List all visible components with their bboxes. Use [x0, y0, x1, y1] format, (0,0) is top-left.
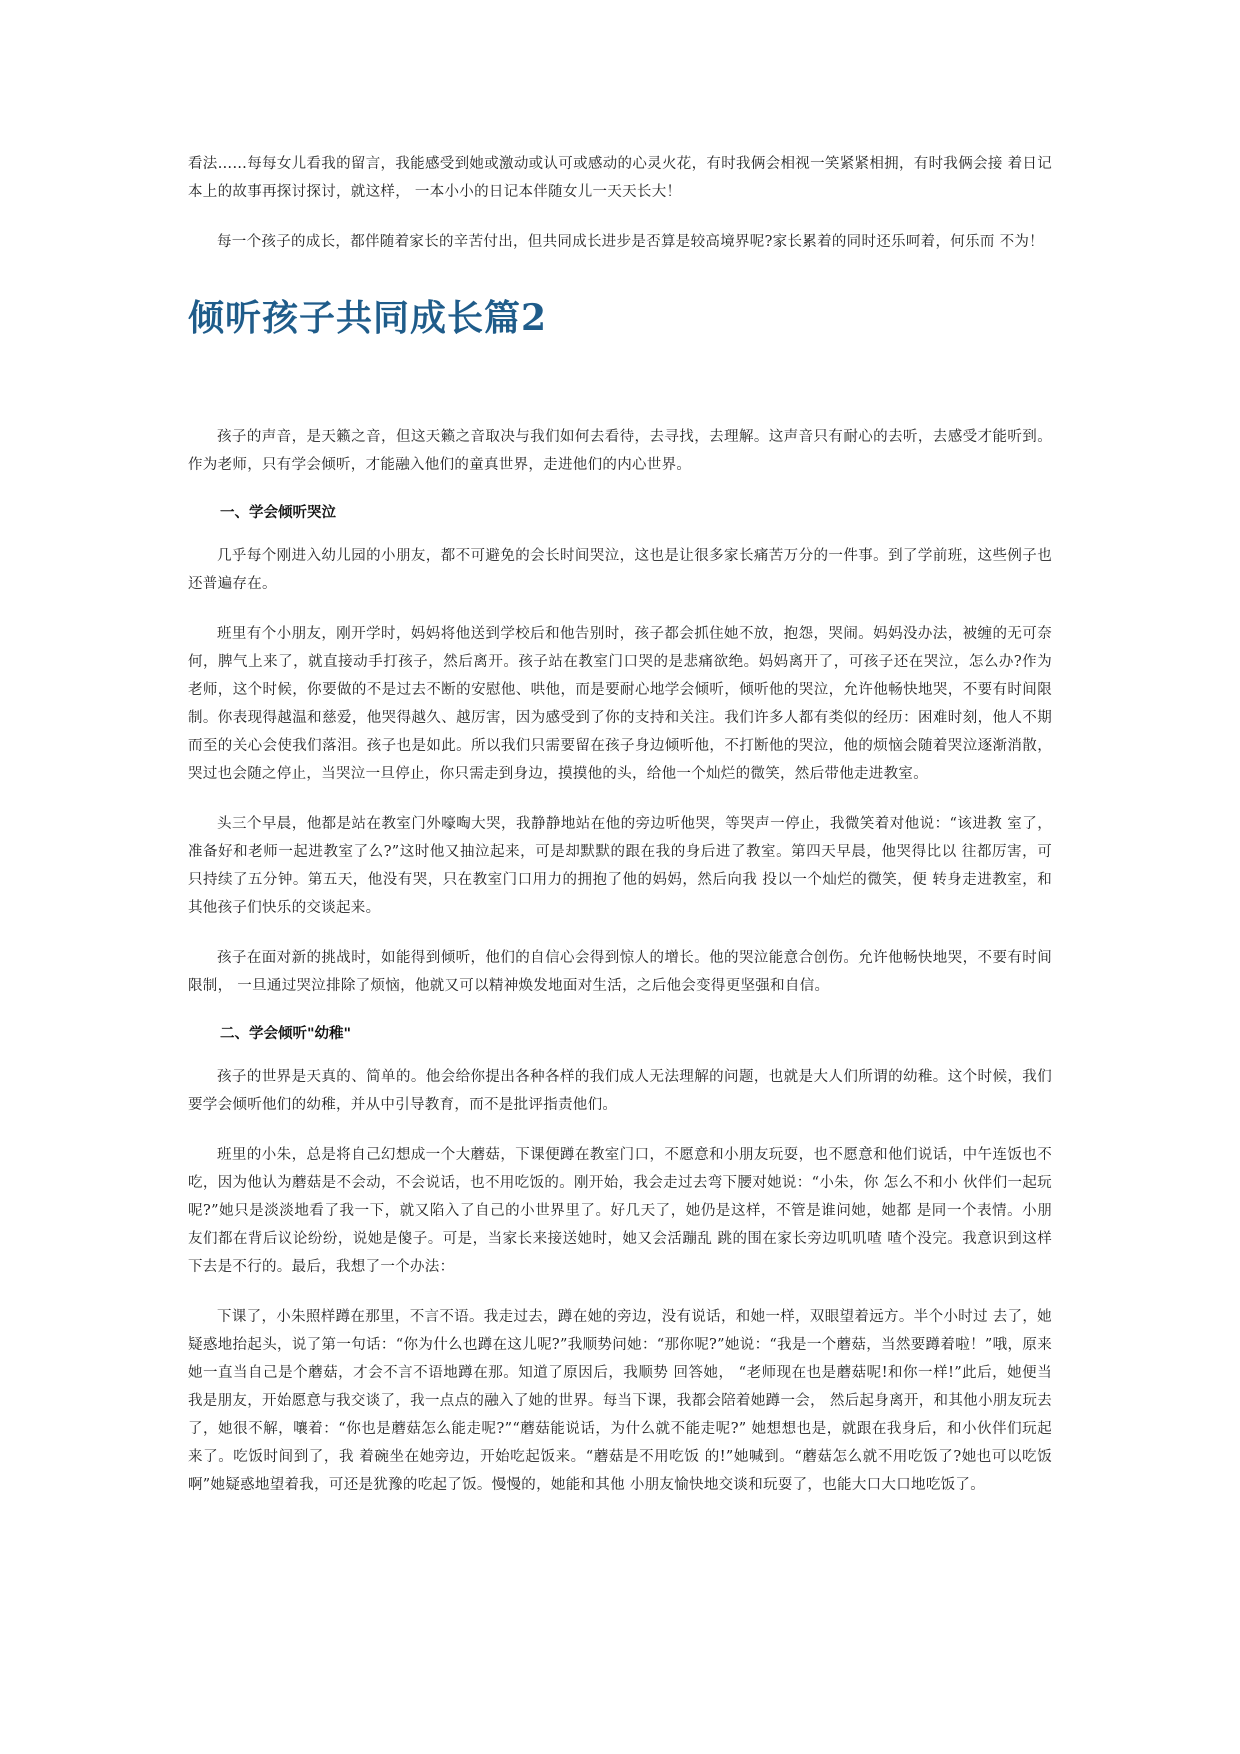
intro-paragraph-2: 每一个孩子的成长，都伴随着家长的辛苦付出，但共同成长进步是否算是较高境界呢?家长累着的同时还乐呵着，何乐而 不为！ — [217, 234, 1044, 250]
section1-paragraph-2: 班里有个小朋友，刚开学时，妈妈将他送到学校后和他告别时，孩子都会抓住她不放，抱怨，哭闹。妈妈没办法，被缠的无可奈何，脾气上来了，就直接动手打孩子，然后离开。孩子站在教室门口哭的是悲痛欲绝。妈妈离开了，可孩子还在哭泣，怎么办?作为老师，这个时候，你要做的不是过去不断的安慰他、哄他，而是要耐心地学会倾听，倾听他的哭泣，允许他畅快地哭，不要有时间限制。你表现得越温和慈爱，他哭得越久、越厉害，因为感受到了你的支持和关注。我们许多人都有类似的经历：困难时刻，他人不期而至的关心会使我们落泪。孩子也是如此。所以我们只需要留在孩子身边倾听他，不打断他的哭泣，他的烦恼会随着哭泣逐渐消散，哭过也会随之停止，当哭泣一旦停止，你只需走到身边，摸摸他的头，给他一个灿烂的微笑，然后带他走进教室。 — [188, 626, 1052, 782]
section2-paragraph-2: 班里的小朱，总是将自己幻想成一个大蘑菇，下课便蹲在教室门口，不愿意和小朋友玩耍，也不愿意和他们说话，中午连饭也不吃，因为他认为蘑菇是不会动，不会说话，也不用吃饭的。刚开始，我会走过去弯下腰对她说：“小朱，你 怎么不和小 伙伴们一起玩呢?”她只是淡淡地看了我一下，就又陷入了自己的小世界里了。好几天了，她仍是这样，不管是谁问她，她都 是同一个表情。小朋友们都在背后议论纷纷，说她是傻子。可是，当家长来接送她时，她又会活蹦乱 跳的围在家长旁边叽叽喳 喳个没完。我意识到这样下去是不行的。最后，我想了一个办法： — [188, 1147, 1052, 1275]
body-paragraph-1: 孩子的声音，是天籁之音，但这天籁之音取决与我们如何去看待，去寻找，去理解。这声音只有耐心的去听，去感受才能听到。作为老师，只有学会倾听，才能融入他们的童真世界，走进他们的内心世界。 — [188, 429, 1052, 473]
section-heading-2: 二、学会倾听"幼稚" — [220, 1026, 352, 1042]
section1-paragraph-3: 头三个早晨，他都是站在教室门外嚎啕大哭，我静静地站在他的旁边听他哭，等哭声一停止，我微笑着对他说：“该进教 室了，准备好和老师一起进教室了么?”这时他又抽泣起来，可是却默默的跟在我的身后进了教室。第四天早晨，他哭得比以 往都厉害，可只持续了五分钟。第五天，他没有哭，只在教室门口用力的拥抱了他的妈妈，然后向我 投以一个灿烂的微笑，便 转身走进教室，和其他孩子们快乐的交谈起来。 — [188, 816, 1052, 916]
section2-paragraph-3: 下课了，小朱照样蹲在那里，不言不语。我走过去，蹲在她的旁边，没有说话，和她一样，双眼望着远方。半个小时过 去了，她疑惑地抬起头，说了第一句话：“你为什么也蹲在这儿呢?”我顺势问她：“那你呢?”她说：“我是一个蘑菇，当然要蹲着啦！”哦，原来她一直当自己是个蘑菇，才会不言不语地蹲在那。知道了原因后，我顺势 回答她， “老师现在也是蘑菇呢!和你一样!”此后，她便当我是朋友，开始愿意与我交谈了，我一点点的融入了她的世界。每当下课，我都会陪着她蹲一会， 然后起身离开，和其他小朋友玩去了，她很不解，嚷着：“你也是蘑菇怎么能走呢?”“蘑菇能说话，为什么就不能走呢?” 她想想也是，就跟在我身后，和小伙伴们玩起来了。吃饭时间到了，我 着碗坐在她旁边，开始吃起饭来。“蘑菇是不用吃饭 的!”她喊到。“蘑菇怎么就不用吃饭了?她也可以吃饭啊”她疑惑地望着我，可还是犹豫的吃起了饭。慢慢的，她能和其他 小朋友愉快地交谈和玩耍了，也能大口大口地吃饭了。 — [188, 1309, 1052, 1493]
section-heading-1: 一、学会倾听哭泣 — [220, 505, 336, 521]
document-page — [188, 150, 1052, 1521]
section1-paragraph-4: 孩子在面对新的挑战时，如能得到倾听，他们的自信心会得到惊人的增长。他的哭泣能意合创伤。允许他畅快地哭，不要有时间限制， 一旦通过哭泣排除了烦恼，他就又可以精神焕发地面对生活，之后他会变得更坚强和自信。 — [188, 950, 1052, 994]
intro-paragraph-1: 看法……每每女儿看我的留言，我能感受到她或激动或认可或感动的心灵火花，有时我俩会相视一笑紧紧相拥，有时我俩会接 着日记本上的故事再探讨探讨，就这样， 一本小小的日记本伴随女儿一天天长大！ — [188, 156, 1052, 200]
article-title: 倾听孩子共同成长篇2 — [188, 297, 548, 339]
section2-paragraph-1: 孩子的世界是天真的、简单的。他会给你提出各种各样的我们成人无法理解的问题，也就是大人们所谓的幼稚。这个时候，我们要学会倾听他们的幼稚，并从中引导教育，而不是批评指责他们。 — [188, 1069, 1052, 1113]
section1-paragraph-1: 几乎每个刚进入幼儿园的小朋友，都不可避免的会长时间哭泣，这也是让很多家长痛苦万分的一件事。到了学前班，这些例子也还普遍存在。 — [188, 548, 1052, 592]
